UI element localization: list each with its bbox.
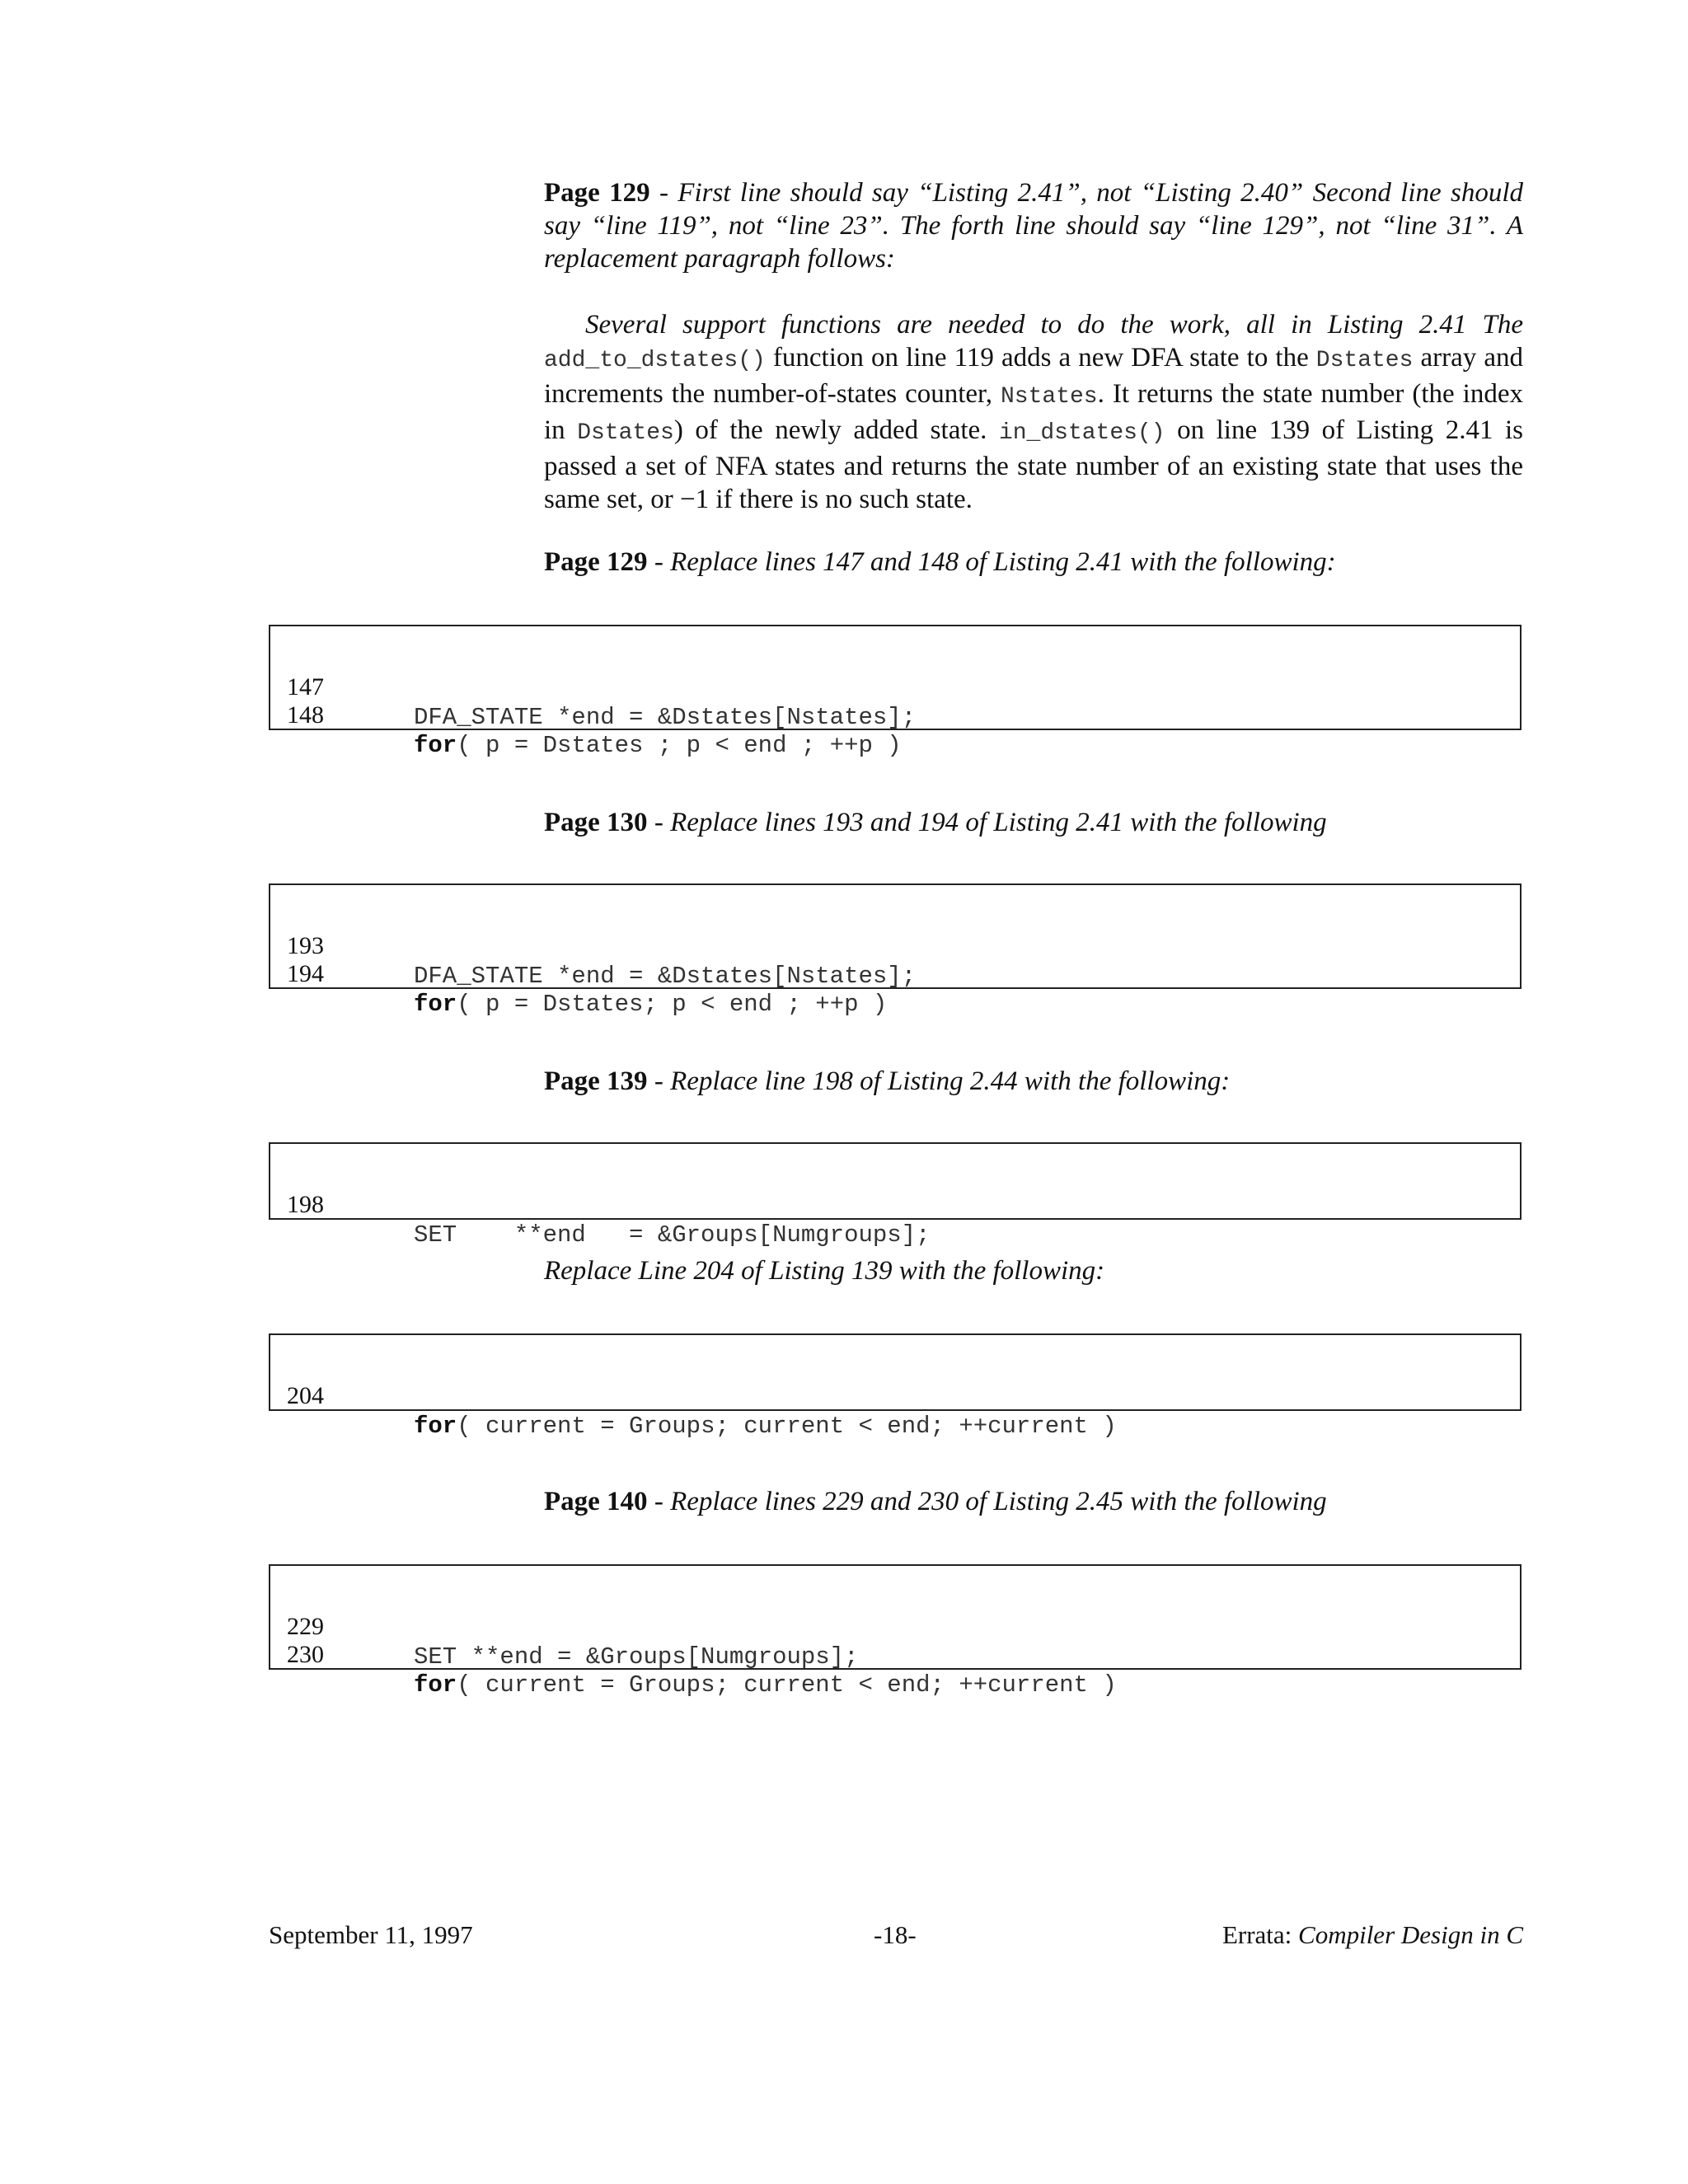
code-text: for( p = Dstates ; p < end ; ++p ) [414,732,902,759]
errata-note-page-130 [544,806,1523,839]
note-page-ref: Page 129 [544,178,650,208]
errata-note-page-129-listing-number [544,176,1523,275]
line-number: 198 [287,1191,324,1218]
replacement-text-4: . It returns the state number (the index in [544,379,1523,445]
line-number: 194 [287,960,324,987]
code-block-198 [269,1142,1522,1249]
line-number: 230 [287,1641,324,1668]
code-add-to-dstates: add_to_dstates() [544,348,766,373]
code-block-193-194 [269,883,1522,1018]
code-text: for( p = Dstates; p < end ; ++p ) [414,991,888,1018]
line-number: 204 [287,1382,324,1409]
replacement-paragraph [544,308,1523,516]
code-block-147-148 [269,625,1522,759]
note-text: First line should say “Listing 2.41”, not “Listing 2.40” Second line should say “line 119”, not “line 23”. The forth line should say “line 129”, not “line 31”. A replacement paragraph follows: [544,178,1524,274]
footer-title [1222,1920,1523,1950]
code-line [287,1352,1117,1440]
code-text: DFA_STATE *end = &Dstates[Nstates]; [414,704,917,731]
errata-note-page-139 [544,1065,1523,1098]
note-page-ref: Page 129 [544,547,648,577]
code-text: SET **end = &Groups[Numgroups]; [414,1221,931,1249]
code-text: DFA_STATE *end = &Dstates[Nstates]; [414,963,917,990]
line-number: 229 [287,1613,324,1640]
line-number: 193 [287,932,324,959]
errata-note-page-129-lines-147-148 [544,546,1523,579]
footer-date: September 11, 1997 [269,1920,473,1949]
code-text: for( current = Groups; current < end; ++current ) [414,1671,1117,1699]
footer-page-number: -18- [874,1920,917,1949]
replacement-text-6: on line 139 of Listing 2.41 is passed a set of NFA states and returns the state number of an existing state that uses the same set, or −1 if there is no such state. [544,415,1523,514]
note-text: Replace lines 147 and 148 of Listing 2.41 with the following: [670,547,1336,577]
note-text: Replace Line 204 of Listing 139 with the following: [544,1256,1105,1286]
errata-note-line-204 [544,1254,1523,1287]
code-in-dstates: in_dstates() [998,420,1165,446]
note-page-ref: Page 140 [544,1487,648,1516]
note-separator: - [647,808,671,837]
note-separator: - [647,547,671,577]
footer-title-prefix: Errata: [1221,1920,1299,1949]
code-dstates-2: Dstates [577,420,674,446]
line-number: 147 [287,673,324,701]
note-separator: - [647,1487,671,1516]
errata-note-page-140 [544,1485,1523,1518]
note-page-ref: Page 130 [544,808,648,837]
note-text: Replace line 198 of Listing 2.44 with the following: [670,1066,1231,1096]
note-page-ref: Page 139 [544,1066,648,1096]
code-text: for( current = Groups; current < end; ++current ) [414,1413,1117,1440]
replacement-text-5: ) of the newly added state. [673,415,999,445]
code-block-204 [269,1333,1522,1440]
note-separator: - [647,1066,671,1096]
note-text: Replace lines 193 and 194 of Listing 2.41 with the following [670,808,1327,837]
footer-book-title: Compiler Design in C [1298,1920,1523,1949]
code-dstates: Dstates [1315,348,1414,373]
replacement-text-3: array and increments the number-of-states counter, [544,343,1523,409]
code-nstates: Nstates [1000,384,1098,410]
note-separator: - [649,178,678,208]
code-text: SET **end = &Groups[Numgroups]; [414,1643,859,1671]
line-number: 148 [287,701,324,729]
code-block-229-230 [269,1564,1522,1699]
replacement-text-1: Several support functions are needed to do the work, all in Listing 2.41 The [585,310,1523,340]
note-text: Replace lines 229 and 230 of Listing 2.45 with the following [670,1487,1327,1516]
code-line [287,1160,931,1249]
replacement-text-2: function on line 119 adds a new DFA state to the [765,343,1316,373]
